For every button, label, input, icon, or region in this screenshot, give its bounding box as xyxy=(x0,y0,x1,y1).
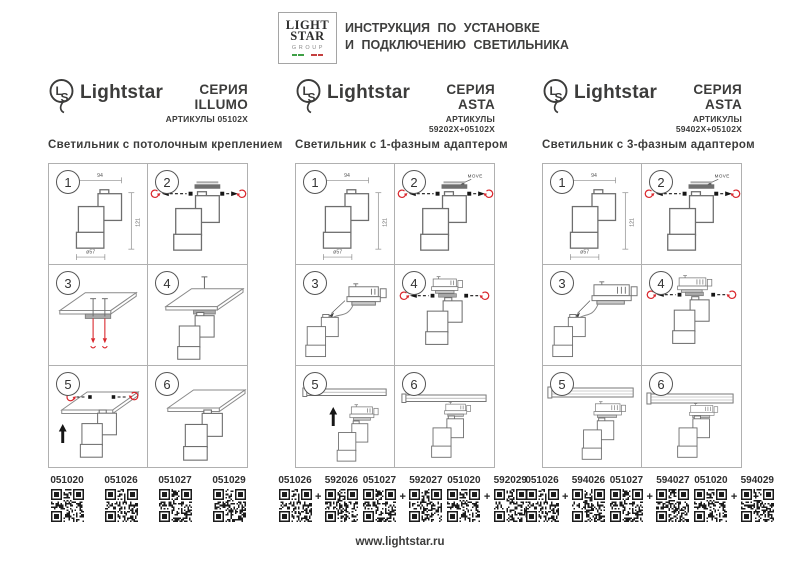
article-block xyxy=(738,475,776,522)
step-cell-5 xyxy=(49,366,148,467)
svg-text:MOVE: MOVE xyxy=(467,173,483,179)
qr-code xyxy=(279,489,312,522)
qr-code xyxy=(656,489,689,522)
qr-code xyxy=(409,489,442,522)
articles-label: АРТИКУЛЫ 59402X+05102X xyxy=(675,114,742,134)
svg-text:ø57: ø57 xyxy=(333,249,343,256)
article-block xyxy=(569,475,607,522)
step-badge: 2 xyxy=(402,170,426,194)
svg-text:S: S xyxy=(554,90,563,105)
article-block xyxy=(654,475,692,522)
qr-row xyxy=(48,475,248,522)
qr-code xyxy=(51,489,84,522)
article-block xyxy=(523,475,561,522)
qr-code xyxy=(610,489,643,522)
qr-code xyxy=(494,489,527,522)
article-block xyxy=(156,475,194,522)
step-cell-2 xyxy=(642,164,741,265)
article-code: 051020 xyxy=(50,475,84,486)
qr-code xyxy=(363,489,396,522)
step-badge: 5 xyxy=(303,372,327,396)
svg-text:L: L xyxy=(55,84,63,98)
series-block xyxy=(657,78,742,134)
step-badge: 3 xyxy=(303,271,327,295)
lightstar-group-logo xyxy=(278,12,337,64)
article-code: 051026 xyxy=(278,475,312,486)
article-code: 051027 xyxy=(158,475,192,486)
qr-code xyxy=(741,489,774,522)
step-cell-5 xyxy=(543,366,642,467)
step-cell-4 xyxy=(395,265,494,366)
step-cell-1 xyxy=(49,164,148,265)
svg-text:L: L xyxy=(549,84,557,98)
step-cell-6 xyxy=(148,366,247,467)
article-block xyxy=(692,475,730,522)
qr-code xyxy=(325,489,358,522)
series-label: СЕРИЯ ILLUMO xyxy=(194,82,248,112)
article-code: 594027 xyxy=(656,475,690,486)
step-badge: 1 xyxy=(303,170,327,194)
step-cell-5 xyxy=(296,366,395,467)
article-code: 051020 xyxy=(447,475,481,486)
article-code: 051027 xyxy=(362,475,397,486)
article-code: 051029 xyxy=(212,475,246,486)
step-badge: 3 xyxy=(56,271,80,295)
article-block xyxy=(276,475,314,522)
plus-sign: + xyxy=(562,491,569,503)
step-cell-2 xyxy=(395,164,494,265)
article-code: 592027 xyxy=(409,475,443,486)
qr-pair xyxy=(360,475,444,522)
qr-code xyxy=(447,489,480,522)
step-cell-2 xyxy=(148,164,247,265)
svg-text:ø57: ø57 xyxy=(580,249,590,256)
footer-url[interactable]: www.lightstar.ru xyxy=(355,536,445,548)
step-badge: 6 xyxy=(402,372,426,396)
step-cell-1 xyxy=(543,164,642,265)
step-badge: 5 xyxy=(550,372,574,396)
svg-text:ø57: ø57 xyxy=(86,249,96,256)
article-code: 051027 xyxy=(609,475,644,486)
qr-code xyxy=(105,489,138,522)
step-badge: 2 xyxy=(649,170,673,194)
articles-label: АРТИКУЛЫ 59202X+05102X xyxy=(428,114,495,134)
svg-text:94: 94 xyxy=(591,172,597,179)
svg-text:S: S xyxy=(307,90,316,105)
series-block xyxy=(410,78,495,134)
step-badge: 4 xyxy=(649,271,673,295)
step-badge: 5 xyxy=(56,372,80,396)
article-code: 594026 xyxy=(571,475,606,486)
svg-text:MOVE: MOVE xyxy=(714,173,730,179)
column-asta-1phase xyxy=(278,78,527,522)
brand-wordmark: Lightstar xyxy=(327,82,411,103)
step-cell-3 xyxy=(49,265,148,366)
svg-text:121: 121 xyxy=(382,218,389,227)
qr-pair xyxy=(445,475,529,522)
article-block xyxy=(360,475,398,522)
step-cell-3 xyxy=(543,265,642,366)
articles-label: АРТИКУЛЫ 05102X xyxy=(165,114,248,124)
series-block xyxy=(163,78,248,124)
column-asta-3phase xyxy=(525,78,774,522)
svg-text:121: 121 xyxy=(629,218,636,227)
logo-line-star: STAR xyxy=(290,29,325,44)
plus-sign: + xyxy=(399,491,406,503)
qr-pair xyxy=(523,475,607,522)
logo-line-group: GROUP xyxy=(291,44,326,51)
step-badge: 4 xyxy=(402,271,426,295)
article-code: 594029 xyxy=(740,475,774,486)
title-line-1: ИНСТРУКЦИЯ ПО УСТАНОВКЕ xyxy=(345,21,540,35)
step-badge: 6 xyxy=(649,372,673,396)
brand-wordmark: Lightstar xyxy=(574,82,658,103)
title-line-2: И ПОДКЛЮЧЕНИЮ СВЕТИЛЬНИКА xyxy=(345,38,569,52)
svg-text:94: 94 xyxy=(344,172,350,179)
logo-line-light: LIGHT xyxy=(285,17,330,32)
step-grid xyxy=(48,163,248,468)
article-block xyxy=(102,475,140,522)
article-code: 051020 xyxy=(694,475,728,486)
qr-code xyxy=(694,489,727,522)
plus-sign: + xyxy=(646,491,653,503)
series-label: СЕРИЯ ASTA xyxy=(446,82,495,112)
article-block xyxy=(48,475,86,522)
step-cell-6 xyxy=(642,366,741,467)
columns xyxy=(48,78,774,522)
series-label: СЕРИЯ ASTA xyxy=(693,82,742,112)
step-cell-6 xyxy=(395,366,494,467)
article-code: 592026 xyxy=(324,475,359,486)
article-code: 051026 xyxy=(525,475,559,486)
lightstar-logo-icon xyxy=(295,78,322,116)
plus-sign: + xyxy=(730,491,738,503)
qr-code xyxy=(572,489,605,522)
page-title xyxy=(345,20,569,54)
step-grid xyxy=(542,163,742,468)
qr-code xyxy=(159,489,192,522)
step-badge: 2 xyxy=(155,170,179,194)
step-badge: 1 xyxy=(56,170,80,194)
article-block xyxy=(445,475,483,522)
qr-pair xyxy=(692,475,776,522)
step-cell-1 xyxy=(296,164,395,265)
svg-text:121: 121 xyxy=(135,218,142,227)
column-subtitle: Светильник с потолочным креплением xyxy=(48,139,283,151)
qr-code xyxy=(213,489,246,522)
svg-text:S: S xyxy=(60,90,69,105)
brand-row xyxy=(295,78,495,134)
qr-row xyxy=(523,475,774,522)
column-subtitle: Светильник с 1-фазным адаптером xyxy=(295,139,508,151)
column-illumo xyxy=(48,78,283,522)
italian-flag-strip xyxy=(292,54,324,57)
step-cell-3 xyxy=(296,265,395,366)
article-block xyxy=(322,475,360,522)
svg-text:94: 94 xyxy=(97,172,103,179)
svg-text:L: L xyxy=(302,84,310,98)
brand-wordmark: Lightstar xyxy=(80,82,164,103)
plus-sign: + xyxy=(483,491,491,503)
qr-pair xyxy=(607,475,691,522)
article-code: 051026 xyxy=(104,475,138,486)
step-badge: 1 xyxy=(550,170,574,194)
qr-row xyxy=(276,475,527,522)
step-cell-4 xyxy=(148,265,247,366)
article-block xyxy=(607,475,645,522)
brand-row xyxy=(48,78,248,124)
article-block xyxy=(210,475,248,522)
article-block xyxy=(407,475,445,522)
qr-code xyxy=(526,489,559,522)
step-badge: 3 xyxy=(550,271,574,295)
qr-pair xyxy=(276,475,360,522)
lightstar-logo-icon xyxy=(48,78,75,116)
step-cell-4 xyxy=(642,265,741,366)
brand-row xyxy=(542,78,742,134)
article-code: 592029 xyxy=(493,475,527,486)
plus-sign: + xyxy=(315,491,322,503)
step-badge: 6 xyxy=(155,372,179,396)
lightstar-logo-icon xyxy=(542,78,569,116)
column-subtitle: Светильник с 3-фазным адаптером xyxy=(542,139,755,151)
step-grid xyxy=(295,163,495,468)
step-badge: 4 xyxy=(155,271,179,295)
